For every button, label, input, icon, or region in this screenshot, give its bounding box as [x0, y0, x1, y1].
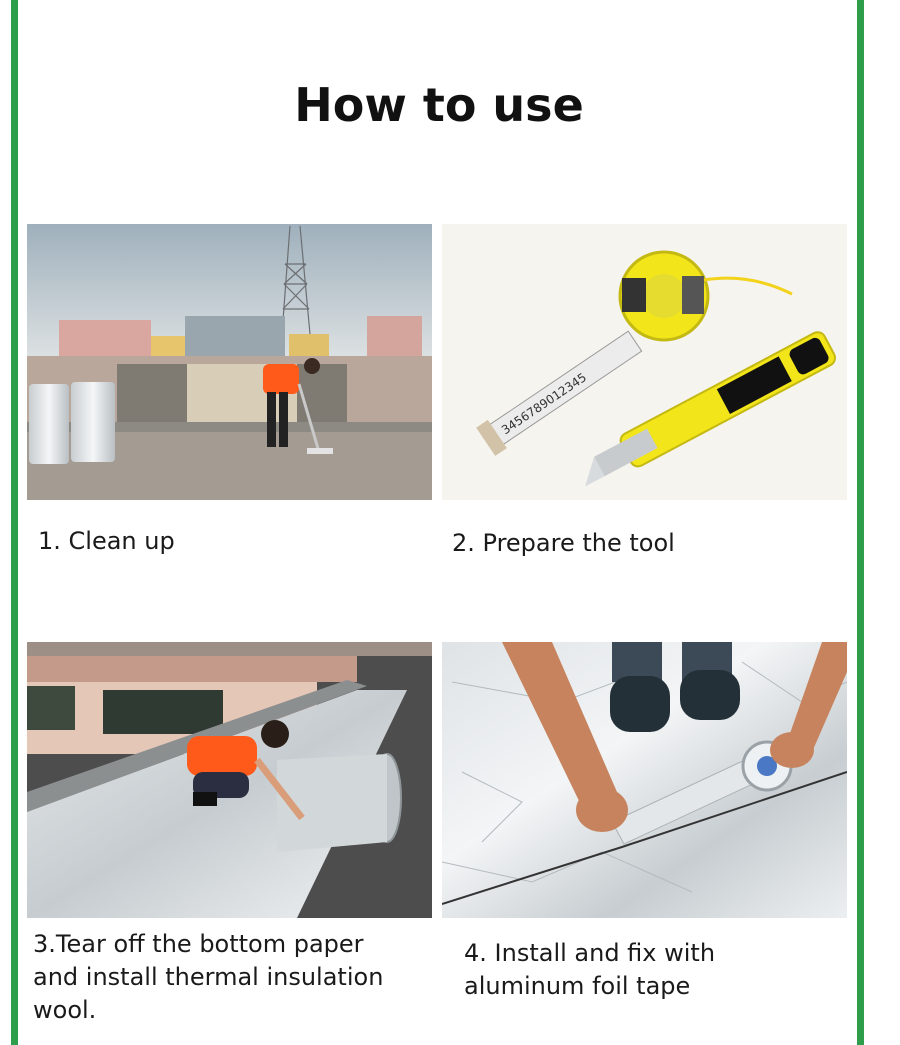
step-1-image [27, 224, 432, 500]
step-1-caption: 1. Clean up [38, 527, 175, 555]
step-4-caption: 4. Install and fix with aluminum foil tape [464, 939, 716, 1000]
step-2-image [442, 224, 847, 500]
right-border [857, 0, 864, 1045]
step-3-image [27, 642, 432, 918]
step-4-image [442, 642, 847, 918]
step-3-caption: 3.Tear off the bottom paper and install thermal insulation wool. [33, 930, 384, 1024]
step-2-caption: 2. Prepare the tool [452, 529, 675, 557]
tape-measure-numbers: 3456789012345 [498, 370, 590, 438]
page-title: How to use [294, 78, 584, 132]
left-border [11, 0, 18, 1045]
